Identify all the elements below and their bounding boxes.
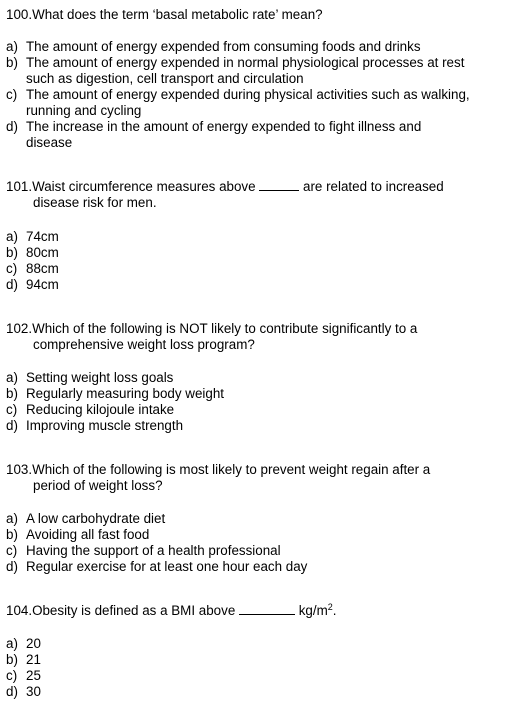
option-text: Avoiding all fast food [26, 527, 150, 542]
answer-blank [259, 179, 299, 191]
question-100 [6, 7, 526, 23]
question-104 [6, 603, 526, 619]
option-letter: b) [6, 245, 18, 260]
option-letter: d) [6, 559, 18, 574]
question-text-continued: comprehensive weight loss program? [33, 337, 255, 352]
answer-blank [239, 603, 295, 615]
question-number: 101. [6, 179, 33, 194]
options-100 [6, 39, 526, 151]
question-text: Obesity is defined as a BMI above [32, 603, 239, 618]
question-101 [6, 179, 526, 211]
unit-superscript: 2 [327, 602, 333, 612]
option-letter: a) [6, 39, 18, 54]
option-letter: c) [6, 668, 18, 683]
option-letter: b) [6, 652, 18, 667]
option-letter: d) [6, 684, 18, 699]
option-text: Regularly measuring body weight [26, 386, 224, 401]
option-letter: a) [6, 636, 18, 651]
option-letter: a) [6, 370, 18, 385]
options-103 [6, 511, 526, 575]
question-text-continued: disease risk for men. [33, 195, 157, 210]
question-number: 103. [6, 462, 33, 477]
option-text: The amount of energy expended during physical activities such as walking, [26, 87, 470, 102]
option-d [6, 684, 526, 700]
option-text: The amount of energy expended from consuming foods and drinks [26, 39, 421, 54]
question-number: 102. [6, 321, 33, 336]
question-102 [6, 321, 526, 353]
option-letter: c) [6, 402, 18, 417]
options-102 [6, 370, 526, 434]
option-letter: d) [6, 119, 18, 134]
option-a [6, 370, 526, 386]
option-letter: d) [6, 418, 18, 433]
option-letter: c) [6, 87, 18, 102]
option-c [6, 668, 526, 684]
option-text: 20 [26, 636, 41, 651]
question-text-continued: period of weight loss? [33, 478, 163, 493]
option-a [6, 229, 526, 245]
option-a [6, 39, 526, 55]
question-text: Waist circumference measures above [32, 179, 260, 194]
option-c [6, 543, 526, 559]
option-text: 74cm [26, 229, 59, 244]
option-text: 88cm [26, 261, 59, 276]
option-text: 30 [26, 684, 41, 699]
option-letter: b) [6, 55, 18, 70]
option-text: 94cm [26, 277, 59, 292]
question-number: 104. [6, 603, 33, 618]
option-b [6, 386, 526, 402]
option-a [6, 511, 526, 527]
option-text: 25 [26, 668, 41, 683]
option-text: A low carbohydrate diet [26, 511, 166, 526]
option-text-continued: such as digestion, cell transport and circulation [26, 71, 304, 86]
option-letter: d) [6, 277, 18, 292]
question-text-after [295, 603, 337, 619]
option-letter: a) [6, 511, 18, 526]
option-b [6, 527, 526, 543]
option-text: Reducing kilojoule intake [26, 402, 175, 417]
option-letter: c) [6, 543, 18, 558]
option-text: 80cm [26, 245, 59, 260]
option-d [6, 277, 526, 293]
option-b [6, 55, 526, 71]
options-101 [6, 229, 526, 293]
option-text: Having the support of a health professional [26, 543, 281, 558]
unit-end: . [332, 603, 337, 618]
option-d [6, 559, 526, 575]
option-letter: c) [6, 261, 18, 276]
question-text-after: are related to increased [299, 179, 444, 194]
option-text: Setting weight loss goals [26, 370, 174, 385]
option-b [6, 245, 526, 261]
option-c [6, 87, 526, 103]
option-letter: b) [6, 386, 18, 401]
option-c [6, 261, 526, 277]
option-letter: a) [6, 229, 18, 244]
option-d [6, 119, 526, 135]
option-c [6, 402, 526, 418]
unit-text: kg/m [298, 603, 328, 618]
option-b [6, 652, 526, 668]
option-text: The amount of energy expended in normal physiological processes at rest [26, 55, 465, 70]
option-a [6, 636, 526, 652]
option-text: Regular exercise for at least one hour each day [26, 559, 308, 574]
option-text: The increase in the amount of energy expended to fight illness and [26, 119, 422, 134]
option-text-continued: running and cycling [26, 103, 142, 118]
option-letter: b) [6, 527, 18, 542]
question-103 [6, 462, 526, 494]
option-text-continued: disease [26, 135, 73, 150]
option-d [6, 418, 526, 434]
question-number: 100. [6, 7, 33, 22]
options-104 [6, 636, 526, 700]
question-text: Which of the following is NOT likely to contribute significantly to a [32, 321, 418, 336]
option-text: Improving muscle strength [26, 418, 184, 433]
question-text: Which of the following is most likely to prevent weight regain after a [32, 462, 431, 477]
question-text: What does the term ‘basal metabolic rate’ mean? [32, 7, 323, 22]
option-text: 21 [26, 652, 41, 667]
